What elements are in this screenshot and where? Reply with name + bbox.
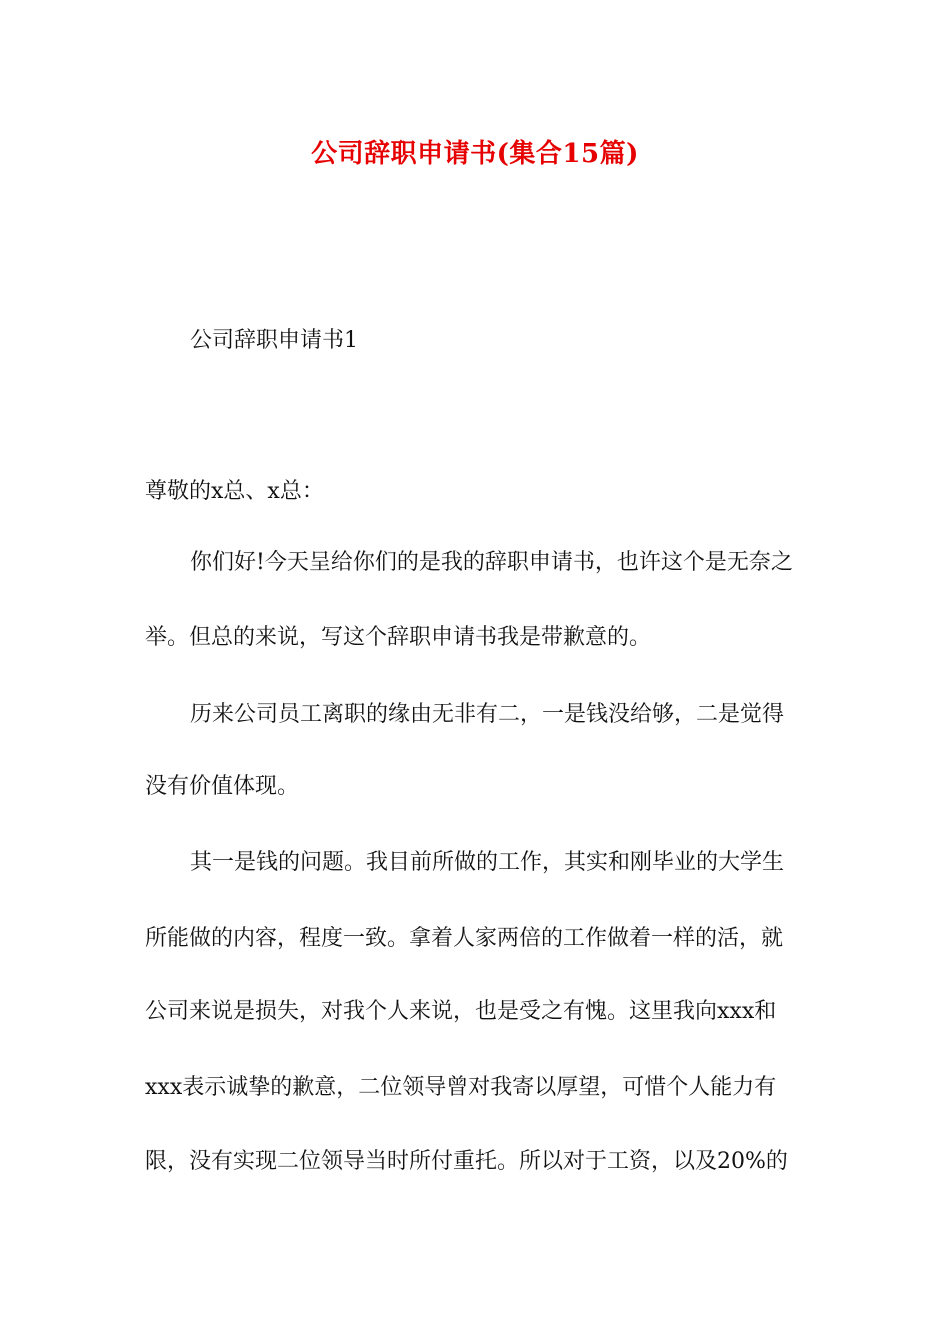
salutation-line: 尊敬的x总、x总： (145, 479, 324, 504)
paragraph-line: 公司来说是损失，对我个人来说，也是受之有愧。这里我向xxx和 (145, 999, 777, 1024)
document-title: 公司辞职申请书(集合15篇) (311, 139, 639, 169)
paragraph-line: xxx表示诚挚的歉意，二位领导曾对我寄以厚望，可惜个人能力有 (145, 1075, 777, 1100)
paragraph-line: 举。但总的来说，写这个辞职申请书我是带歉意的。 (145, 625, 652, 650)
paragraph-line: 你们好!今天呈给你们的是我的辞职申请书，也许这个是无奈之 (190, 550, 793, 575)
paragraph-line: 其一是钱的问题。我目前所做的工作，其实和刚毕业的大学生 (190, 850, 785, 875)
paragraph-line: 限，没有实现二位领导当时所付重托。所以对于工资，以及20%的 (145, 1149, 788, 1174)
paragraph-line: 所能做的内容，程度一致。拿着人家两倍的工作做着一样的活，就 (145, 926, 784, 951)
paragraph-line: 没有价值体现。 (145, 774, 300, 799)
section-heading: 公司辞职申请书1 (190, 328, 358, 353)
paragraph-line: 历来公司员工离职的缘由无非有二，一是钱没给够，二是觉得 (190, 702, 785, 727)
